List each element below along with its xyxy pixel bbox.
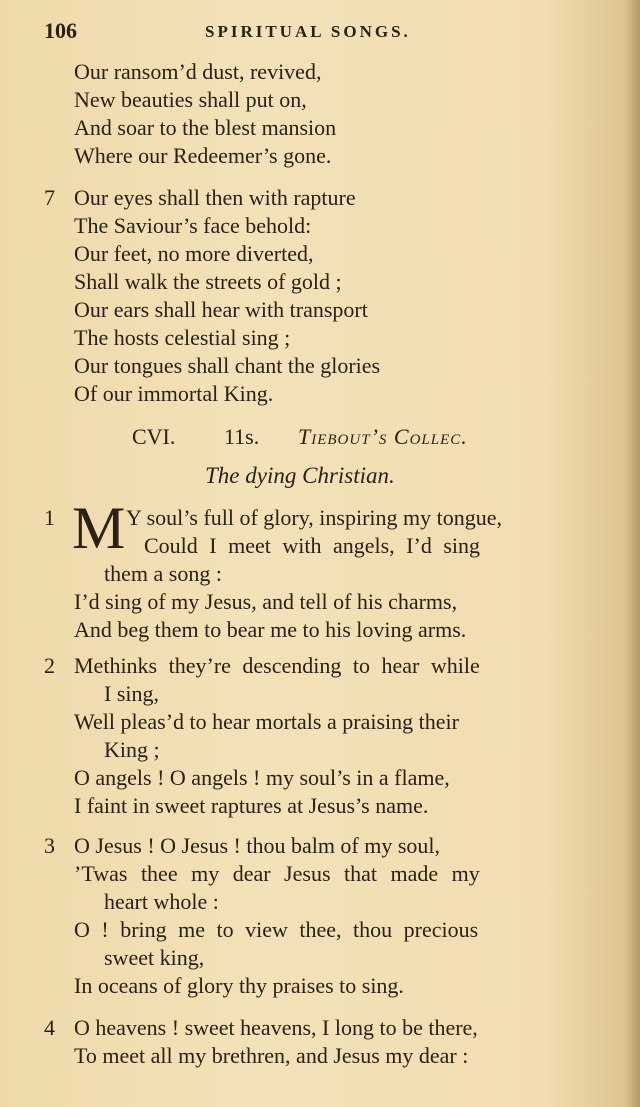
stanza-line: O angels ! O angels ! my soul’s in a flame, [74,765,450,790]
verse-line: Our ransom’d dust, revived, [74,59,322,84]
verse-line: The Saviour’s face behold: [74,213,312,238]
verse-line: New beauties shall put on, [74,87,307,112]
verse-line: The hosts celestial sing ; [74,325,291,350]
verse-line: Our eyes shall then with rapture [74,185,356,210]
hymn-title: The dying Christian. [205,463,395,488]
stanza-line: Well pleas’d to hear mortals a praising their [74,709,459,734]
stanza-number: 3 [44,833,55,858]
running-title: SPIRITUAL SONGS. [205,22,411,41]
verse-line: Where our Redeemer’s gone. [74,143,332,168]
stanza-line: Y soul’s full of glory, inspiring my tongue, [126,505,503,530]
stanza-number: 2 [44,653,55,678]
drop-cap: M [72,495,126,561]
verse-line: Our feet, no more diverted, [74,241,314,266]
verse-number: 7 [44,185,55,210]
stanza-line: In oceans of glory thy praises to sing. [74,973,404,998]
stanza-line: ’Twas thee my dear Jesus that made my [74,861,480,886]
stanza-line: King ; [104,737,160,762]
stanza-line: heart whole : [104,889,219,914]
hymn-source: Tiebout’s Collec. [298,424,468,449]
verse-line: Shall walk the streets of gold ; [74,269,342,294]
page-edge-shadow [624,0,640,1107]
stanza-line: O heavens ! sweet heavens, I long to be there, [74,1015,478,1040]
stanza-line: To meet all my brethren, and Jesus my dear : [74,1043,469,1068]
verse-line: Our ears shall hear with transport [74,297,368,322]
stanza-line: Could I meet with angels, I’d sing [144,533,481,558]
stanza-line: I faint in sweet raptures at Jesus’s name. [74,793,429,818]
stanza-line: I sing, [104,681,159,706]
verse-line: Our tongues shall chant the glories [74,353,381,378]
stanza-line: them a song : [104,561,222,586]
stanza-number: 1 [44,505,55,530]
stanza-line: sweet king, [104,945,205,970]
stanza-line: Methinks they’re descending to hear while [74,653,480,678]
verse-line: And soar to the blest mansion [74,115,337,140]
stanza-line: O ! bring me to view thee, thou precious [74,917,479,942]
stanza-line: And beg them to bear me to his loving arms. [74,617,467,642]
hymn-number: CVI. [132,424,176,449]
hymn-meter: 11s. [224,424,260,449]
stanza-line: O Jesus ! O Jesus ! thou balm of my soul, [74,833,441,858]
verse-line: Of our immortal King. [74,381,274,406]
stanza-line: I’d sing of my Jesus, and tell of his charms, [74,589,458,614]
stanza-number: 4 [44,1015,55,1040]
page-number: 106 [44,18,77,43]
